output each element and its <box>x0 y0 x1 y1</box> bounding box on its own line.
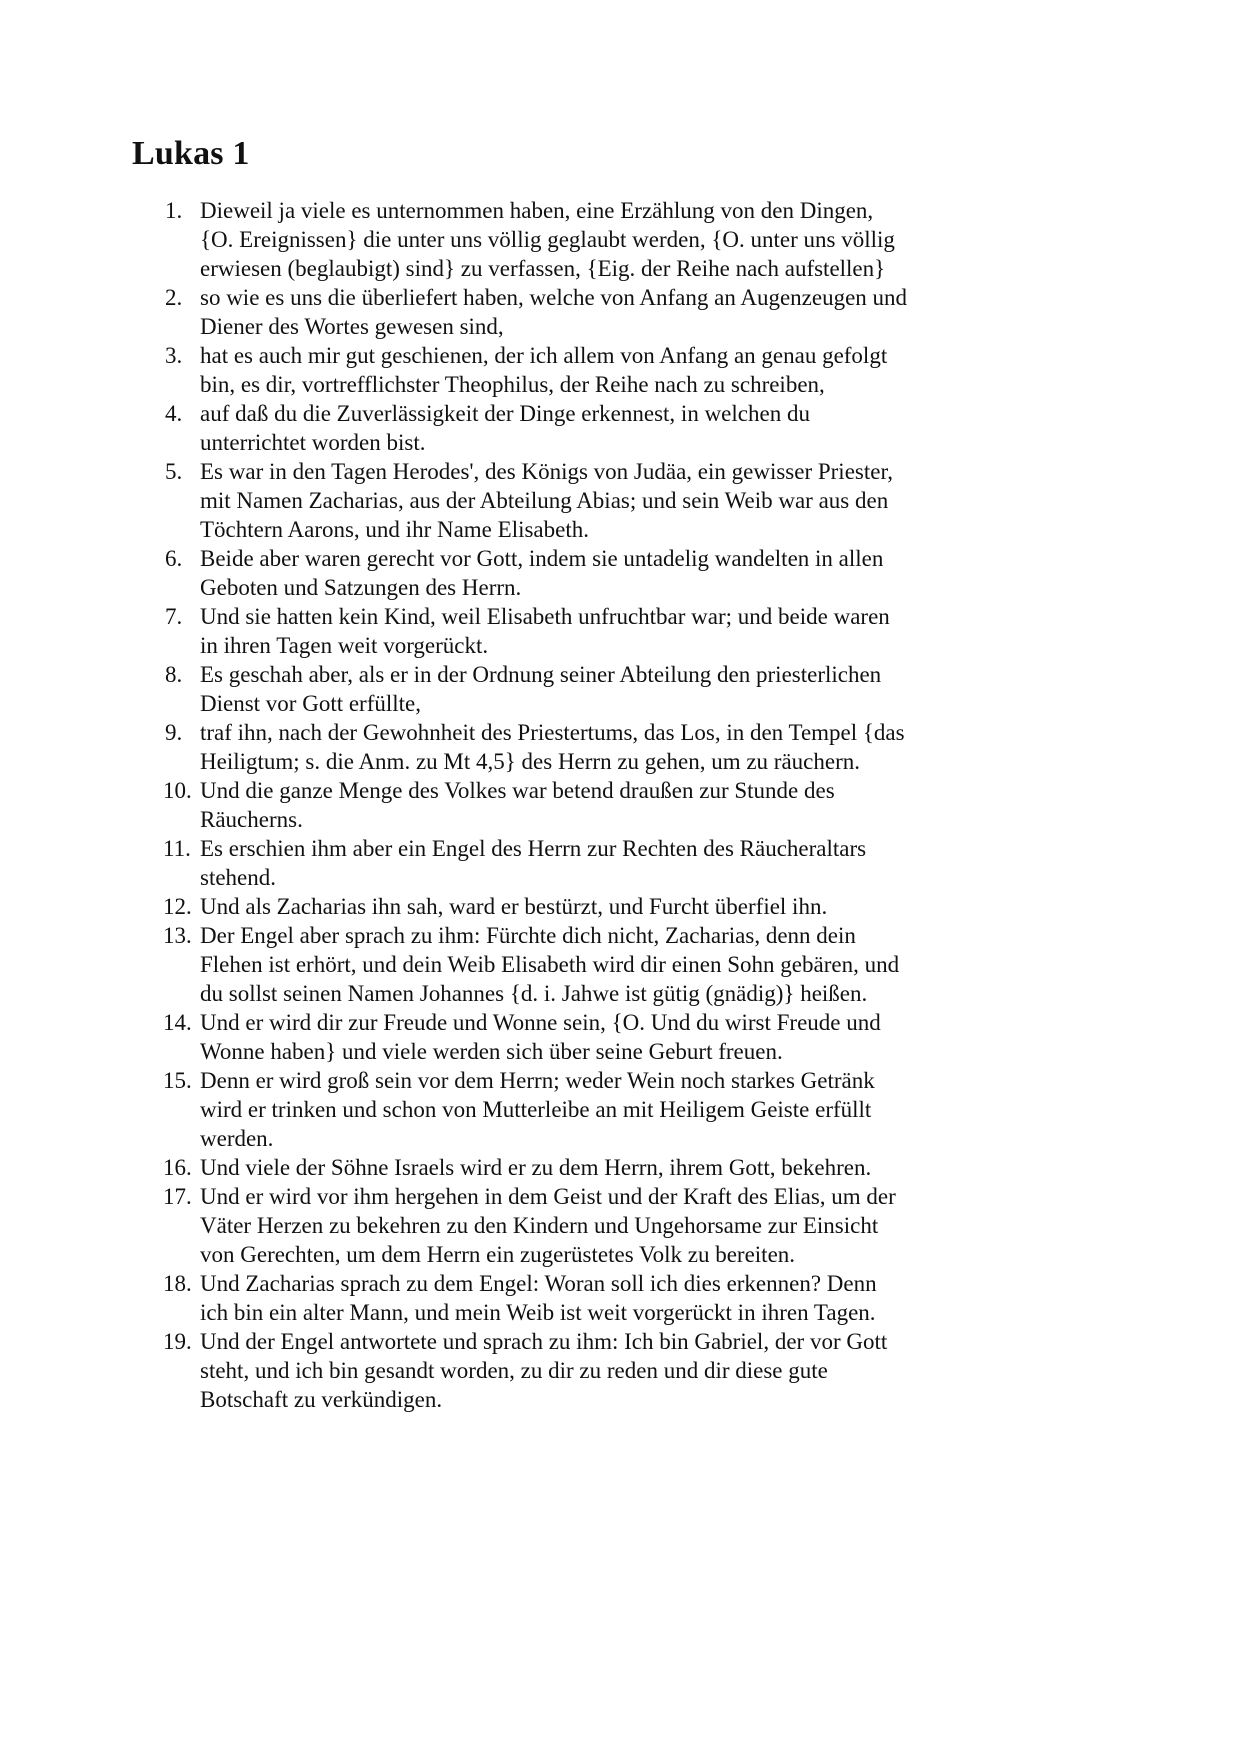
verse-number: 5. <box>165 459 183 484</box>
verse-text-line: Dieweil ja viele es unternommen haben, eine Erzählung von den Dingen, <box>200 198 874 223</box>
verse-item <box>0 1182 1239 1269</box>
verse-number: 16. <box>163 1155 192 1180</box>
verse-text-line: Flehen ist erhört, und dein Weib Elisabeth wird dir einen Sohn gebären, und <box>200 952 900 977</box>
verse-number: 17. <box>163 1184 192 1209</box>
verse-text-line: so wie es uns die überliefert haben, welche von Anfang an Augenzeugen und <box>200 285 908 310</box>
verse-text-line: Und der Engel antwortete und sprach zu ihm: Ich bin Gabriel, der vor Gott <box>200 1329 888 1354</box>
verse-item <box>0 1327 1239 1414</box>
verse-number: 9. <box>165 720 183 745</box>
verse-text <box>200 457 1100 544</box>
verse-text-line: Es war in den Tagen Herodes', des Königs von Judäa, ein gewisser Priester, <box>200 459 893 484</box>
verse-text <box>200 718 1100 776</box>
verse-text <box>200 1008 1100 1066</box>
verse-item <box>0 544 1239 602</box>
verse-text-line: Es erschien ihm aber ein Engel des Herrn zur Rechten des Räucheraltars <box>200 836 867 861</box>
verse-item <box>0 602 1239 660</box>
verse-text <box>200 892 1100 921</box>
verse-text <box>200 1153 1100 1182</box>
verse-item <box>0 1153 1239 1182</box>
chapter-title: Lukas 1 <box>132 135 250 172</box>
verse-item <box>0 660 1239 718</box>
verse-text-line: Wonne haben} und viele werden sich über seine Geburt freuen. <box>200 1039 783 1064</box>
verse-text <box>200 1066 1100 1153</box>
verse-number: 6. <box>165 546 183 571</box>
verse-text-line: Heiligtum; s. die Anm. zu Mt 4,5} des Herrn zu gehen, um zu räuchern. <box>200 749 860 774</box>
verse-item <box>0 776 1239 834</box>
verse-number: 14. <box>163 1010 192 1035</box>
verse-text-line: Töchtern Aarons, und ihr Name Elisabeth. <box>200 517 589 542</box>
verse-text-line: Denn er wird groß sein vor dem Herrn; weder Wein noch starkes Getränk <box>200 1068 875 1093</box>
verse-list <box>0 196 1239 1414</box>
verse-number: 15. <box>163 1068 192 1093</box>
verse-text <box>200 1182 1100 1269</box>
verse-text <box>200 399 1100 457</box>
verse-number: 18. <box>163 1271 192 1296</box>
verse-text-line: wird er trinken und schon von Mutterleibe an mit Heiligem Geiste erfüllt <box>200 1097 872 1122</box>
verse-text-line: werden. <box>200 1126 274 1151</box>
verse-text-line: unterrichtet worden bist. <box>200 430 426 455</box>
verse-item <box>0 283 1239 341</box>
verse-item <box>0 1066 1239 1153</box>
verse-text-line: Und sie hatten kein Kind, weil Elisabeth unfruchtbar war; und beide waren <box>200 604 890 629</box>
verse-text <box>200 602 1100 660</box>
verse-text-line: traf ihn, nach der Gewohnheit des Priestertums, das Los, in den Tempel {das <box>200 720 905 745</box>
verse-text <box>200 283 1100 341</box>
verse-text <box>200 660 1100 718</box>
verse-number: 3. <box>165 343 183 368</box>
verse-text-line: ich bin ein alter Mann, und mein Weib ist weit vorgerückt in ihren Tagen. <box>200 1300 876 1325</box>
verse-text-line: Väter Herzen zu bekehren zu den Kindern und Ungehorsame zur Einsicht <box>200 1213 879 1238</box>
verse-text-line: von Gerechten, um dem Herrn ein zugerüstetes Volk zu bereiten. <box>200 1242 796 1267</box>
verse-item <box>0 1269 1239 1327</box>
verse-text-line: Dienst vor Gott erfüllte, <box>200 691 422 716</box>
verse-number: 2. <box>165 285 183 310</box>
verse-item <box>0 1008 1239 1066</box>
verse-item <box>0 892 1239 921</box>
verse-text <box>200 834 1100 892</box>
verse-text-line: erwiesen (beglaubigt) sind} zu verfassen, {Eig. der Reihe nach aufstellen} <box>200 256 886 281</box>
verse-number: 12. <box>163 894 192 919</box>
verse-text <box>200 196 1100 283</box>
verse-item <box>0 457 1239 544</box>
verse-text-line: hat es auch mir gut geschienen, der ich allem von Anfang an genau gefolgt <box>200 343 888 368</box>
verse-text-line: Und als Zacharias ihn sah, ward er bestürzt, und Furcht überfiel ihn. <box>200 894 828 919</box>
verse-text-line: Geboten und Satzungen des Herrn. <box>200 575 522 600</box>
verse-number: 13. <box>163 923 192 948</box>
verse-number: 10. <box>163 778 192 803</box>
verse-item <box>0 196 1239 283</box>
verse-text <box>200 1269 1100 1327</box>
verse-text-line: bin, es dir, vortrefflichster Theophilus, der Reihe nach zu schreiben, <box>200 372 825 397</box>
verse-text-line: Räucherns. <box>200 807 303 832</box>
verse-text-line: stehend. <box>200 865 277 890</box>
verse-item <box>0 921 1239 1008</box>
verse-text-line: in ihren Tagen weit vorgerückt. <box>200 633 489 658</box>
verse-item <box>0 341 1239 399</box>
verse-text-line: Botschaft zu verkündigen. <box>200 1387 443 1412</box>
verse-text-line: du sollst seinen Namen Johannes {d. i. Jahwe ist gütig (gnädig)} heißen. <box>200 981 868 1006</box>
verse-number: 4. <box>165 401 183 426</box>
verse-item <box>0 834 1239 892</box>
verse-item <box>0 718 1239 776</box>
verse-text <box>200 544 1100 602</box>
verse-number: 1. <box>165 198 183 223</box>
verse-text <box>200 341 1100 399</box>
verse-text-line: Diener des Wortes gewesen sind, <box>200 314 504 339</box>
verse-text-line: mit Namen Zacharias, aus der Abteilung Abias; und sein Weib war aus den <box>200 488 889 513</box>
verse-text-line: Der Engel aber sprach zu ihm: Fürchte dich nicht, Zacharias, denn dein <box>200 923 856 948</box>
verse-text-line: Und Zacharias sprach zu dem Engel: Woran soll ich dies erkennen? Denn <box>200 1271 877 1296</box>
verse-text-line: Und die ganze Menge des Volkes war betend draußen zur Stunde des <box>200 778 835 803</box>
verse-text <box>200 776 1100 834</box>
verse-text-line: Beide aber waren gerecht vor Gott, indem sie untadelig wandelten in allen <box>200 546 884 571</box>
verse-text-line: Und er wird dir zur Freude und Wonne sein, {O. Und du wirst Freude und <box>200 1010 881 1035</box>
verse-number: 7. <box>165 604 183 629</box>
verse-text-line: steht, und ich bin gesandt worden, zu dir zu reden und dir diese gute <box>200 1358 828 1383</box>
verse-item <box>0 399 1239 457</box>
verse-text-line: Und viele der Söhne Israels wird er zu dem Herrn, ihrem Gott, bekehren. <box>200 1155 872 1180</box>
verse-text-line: {O. Ereignissen} die unter uns völlig geglaubt werden, {O. unter uns völlig <box>200 227 895 252</box>
verse-text <box>200 921 1100 1008</box>
verse-number: 11. <box>163 836 191 861</box>
verse-text-line: Es geschah aber, als er in der Ordnung seiner Abteilung den priesterlichen <box>200 662 882 687</box>
verse-number: 19. <box>163 1329 192 1354</box>
verse-text-line: auf daß du die Zuverlässigkeit der Dinge erkennest, in welchen du <box>200 401 810 426</box>
verse-number: 8. <box>165 662 183 687</box>
verse-text <box>200 1327 1100 1414</box>
verse-text-line: Und er wird vor ihm hergehen in dem Geist und der Kraft des Elias, um der <box>200 1184 896 1209</box>
